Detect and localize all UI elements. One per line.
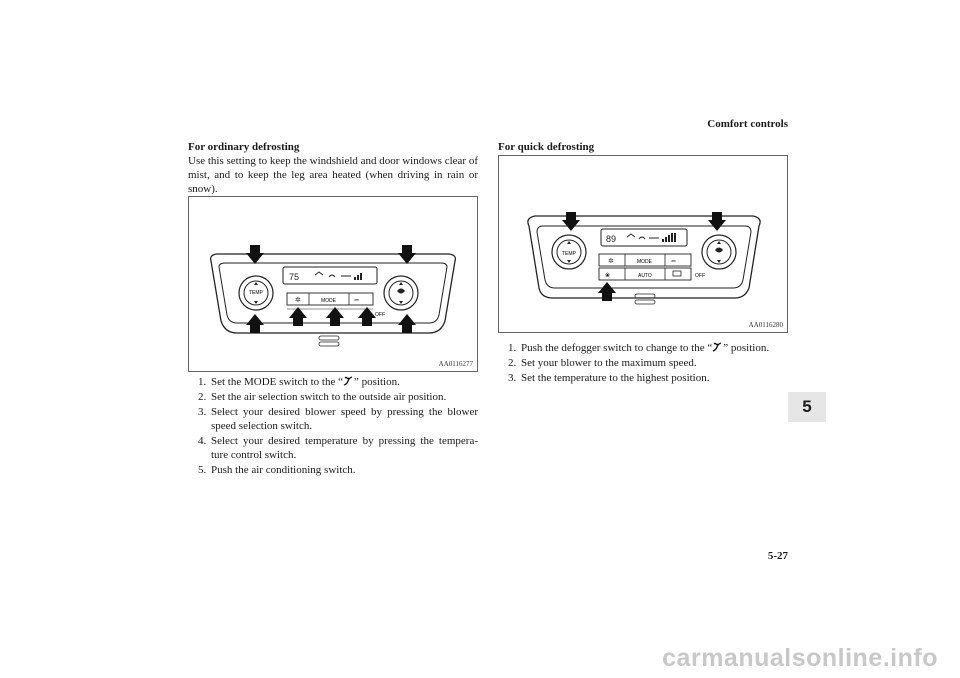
list-item: 1. Set the MODE switch to the “ ” position. (198, 376, 400, 388)
list-item: 5. Push the air conditioning switch. (198, 464, 356, 476)
svg-text:75: 75 (289, 272, 300, 282)
control-panel-illustration (499, 156, 787, 332)
mode-button-label: MODE (637, 259, 652, 265)
defrost-mode-icon (343, 376, 354, 386)
ordinary-steps (198, 375, 478, 478)
defrost-mode-icon (712, 342, 723, 352)
ordinary-defrost-paragraph: Use this setting to keep the windshield and door windows clear of mist, and to keep the leg area heated (when driving in rain or snow). (188, 155, 478, 195)
auto-button-label: AUTO (638, 273, 652, 279)
temp-knob-label: TEMP (562, 251, 576, 257)
svg-text:⇐: ⇐ (671, 259, 677, 265)
section-header: Comfort controls (707, 118, 788, 130)
svg-text:89: 89 (606, 234, 617, 244)
list-item: 1. Push the defogger switch to change to the “ ” position. (508, 342, 770, 354)
list-item: 3. Set the temperature to the highest position. (508, 372, 710, 384)
watermark: carmanualsonline.info (662, 644, 938, 672)
quick-steps (508, 341, 788, 386)
list-item: 3. Select your desired blower speed by pressing the blower speed selection switch. (198, 406, 478, 432)
figure-quick-defrost (498, 155, 788, 333)
svg-text:❀: ❀ (605, 273, 611, 279)
section-heading-quick: For quick defrosting (498, 141, 595, 153)
control-panel-illustration (189, 197, 477, 371)
page-number: 5-27 (767, 550, 788, 562)
list-item: 4. Select your desired temperature by pressing the tempera- ture control switch. (198, 435, 478, 461)
left-column (188, 140, 478, 196)
svg-text:✲: ✲ (608, 257, 614, 265)
temp-knob-label: TEMP (249, 290, 263, 296)
off-button-label: OFF (695, 273, 705, 279)
off-button-label: OFF (375, 312, 385, 318)
mode-button-label: MODE (321, 298, 336, 304)
figure-code: AA0116280 (748, 321, 783, 329)
section-heading-ordinary: For ordinary defrosting (188, 141, 300, 153)
figure-ordinary-defrost (188, 196, 478, 372)
chapter-tab: 5 (788, 392, 826, 422)
svg-text:✲: ✲ (295, 296, 301, 304)
svg-text:⇐: ⇐ (354, 298, 360, 304)
figure-code: AA0116277 (438, 360, 473, 368)
list-item: 2. Set your blower to the maximum speed. (508, 357, 697, 369)
list-item: 2. Set the air selection switch to the outside air position. (198, 391, 447, 403)
